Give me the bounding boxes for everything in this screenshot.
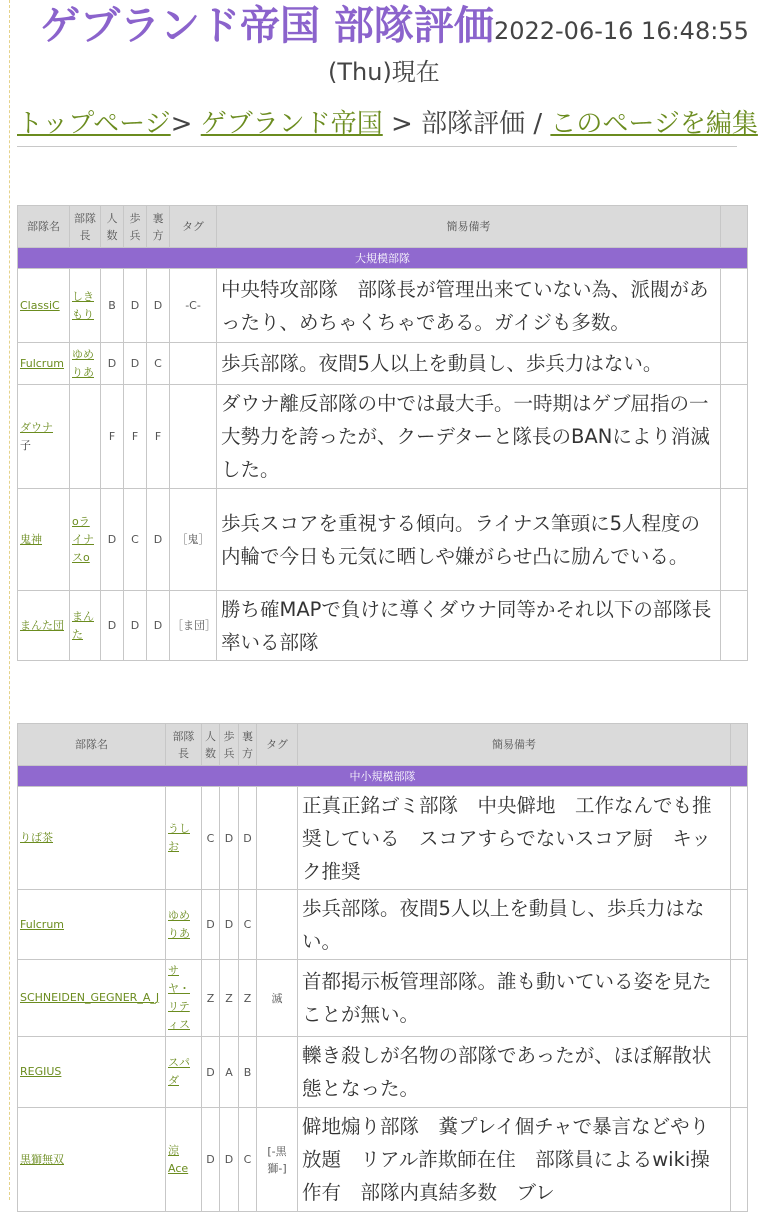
rating-support: Z xyxy=(239,960,257,1037)
unit-tag: 滅 xyxy=(257,960,298,1037)
col-header-people: 人数 xyxy=(202,724,220,766)
page-header xyxy=(40,0,749,51)
leader-empty xyxy=(70,385,101,489)
rating-support: D xyxy=(147,269,170,343)
unit-tag xyxy=(257,1037,298,1108)
unit-name-link[interactable]: ClassiC xyxy=(20,298,60,312)
page-title: ゲブランド帝国 部隊評価 xyxy=(40,3,494,49)
unit-tag: -C- xyxy=(170,269,217,343)
unit-note: 僻地煽り部隊 糞プレイ個チャで暴言などやり放題 リアル詐欺師在住 部隊員によるwiki操作有 部隊内真結多数 ブレ xyxy=(298,1108,731,1212)
col-header-infantry: 歩兵 xyxy=(124,206,147,248)
rating-support: D xyxy=(239,787,257,890)
rating-infantry: D xyxy=(220,1108,239,1212)
rating-infantry: Z xyxy=(220,960,239,1037)
breadcrumb-separator: / xyxy=(533,109,543,139)
col-header-tag: タグ xyxy=(170,206,217,248)
table-row xyxy=(18,343,748,385)
breadcrumb-empire-link[interactable]: ゲブランド帝国 xyxy=(200,109,383,139)
rating-people: D xyxy=(101,591,124,661)
unit-tag xyxy=(257,787,298,890)
col-header-cut xyxy=(721,206,748,248)
unit-note: 中央特攻部隊 部隊長が管理出来ていない為、派閥があったり、めちゃくちゃである。ガイジも多数。 xyxy=(217,269,721,343)
breadcrumb-current: 部隊評価 xyxy=(421,109,526,139)
rating-people: D xyxy=(101,343,124,385)
unit-name-link[interactable]: Fulcrum xyxy=(20,917,65,931)
unit-note: 歩兵部隊。夜間5人以上を動員し、歩兵力はない。 xyxy=(217,343,721,385)
col-header-leader: 部隊長 xyxy=(166,724,202,766)
rating-infantry: F xyxy=(124,385,147,489)
leader-link[interactable]: スパダ xyxy=(168,1056,190,1087)
unit-note: 正真正銘ゴミ部隊 中央僻地 工作なんでも推奨している スコアすらでないスコア厨 キック推奨 xyxy=(298,787,731,890)
col-header-leader: 部隊長 xyxy=(70,206,101,248)
table-row xyxy=(18,489,748,591)
breadcrumb-top-link[interactable]: トップページ xyxy=(17,109,171,139)
rating-people: F xyxy=(101,385,124,489)
unit-note: 轢き殺しが名物の部隊であったが、ほぼ解散状態となった。 xyxy=(298,1037,731,1108)
rating-infantry: D xyxy=(124,269,147,343)
rating-people: D xyxy=(202,890,220,960)
col-header-note: 簡易備考 xyxy=(217,206,721,248)
large-units-table xyxy=(17,205,748,661)
table-row xyxy=(18,1108,748,1212)
unit-name-link[interactable]: ダウナ xyxy=(20,420,53,434)
unit-name-link[interactable]: SCHNEIDEN_GEGNER_A_J xyxy=(20,991,160,1004)
col-header-name: 部隊名 xyxy=(18,724,166,766)
unit-name-link[interactable]: REGIUS xyxy=(20,1065,62,1078)
timestamp-suffix: (Thu)現在 xyxy=(328,58,440,86)
leader-link[interactable]: しきもり xyxy=(72,289,94,321)
unit-name-link[interactable]: まんた団 xyxy=(20,618,64,632)
col-header-people: 人数 xyxy=(101,206,124,248)
rating-people: D xyxy=(202,1037,220,1108)
unit-tag: [-黒獅-] xyxy=(257,1108,298,1212)
rating-people: Z xyxy=(202,960,220,1037)
header-divider xyxy=(17,146,737,147)
rating-people: C xyxy=(202,787,220,890)
unit-name-link[interactable]: 黒獅無双 xyxy=(20,1152,64,1166)
rating-infantry: D xyxy=(220,787,239,890)
table-row xyxy=(18,385,748,489)
col-header-cut xyxy=(731,724,748,766)
table-row xyxy=(18,591,748,661)
breadcrumb-separator: > xyxy=(391,109,413,139)
col-header-support: 裏方 xyxy=(147,206,170,248)
rating-support: D xyxy=(147,591,170,661)
table-row xyxy=(18,960,748,1037)
unit-note: 歩兵スコアを重視する傾向。ライナス筆頭に5人程度の内輪で今日も元気に晒しや嫌がらせ凸に励んでいる。 xyxy=(217,489,721,591)
rating-people: D xyxy=(202,1108,220,1212)
unit-name-suffix: 子 xyxy=(20,438,31,452)
leader-link[interactable]: ゆめりあ xyxy=(72,347,94,379)
unit-name-link[interactable]: Fulcrum xyxy=(20,356,65,370)
leader-link[interactable]: サヤ・リティス xyxy=(168,964,190,1031)
unit-tag xyxy=(257,890,298,960)
mid-units-table xyxy=(17,723,748,1212)
rating-people: D xyxy=(101,489,124,591)
timestamp: 2022-06-16 16:48:55 xyxy=(493,17,749,45)
rating-infantry: D xyxy=(220,890,239,960)
breadcrumb-separator: > xyxy=(170,109,193,139)
table-row xyxy=(18,269,748,343)
table-row xyxy=(18,787,748,890)
unit-tag: ［鬼］ xyxy=(170,489,217,591)
rating-infantry: C xyxy=(124,489,147,591)
rating-support: C xyxy=(147,343,170,385)
rating-support: C xyxy=(239,1108,257,1212)
col-header-tag: タグ xyxy=(257,724,298,766)
leader-link[interactable]: うしお xyxy=(168,822,190,853)
rating-support: D xyxy=(147,489,170,591)
unit-tag: ［ま団］ xyxy=(170,591,217,661)
col-header-infantry: 歩兵 xyxy=(220,724,239,766)
unit-tag xyxy=(170,385,217,489)
rating-support: F xyxy=(147,385,170,489)
unit-note: 首都掲示板管理部隊。誰も動いている姿を見たことが無い。 xyxy=(298,960,731,1037)
page-margin-rule xyxy=(9,0,10,1200)
leader-link[interactable]: まんた xyxy=(72,609,94,641)
leader-link[interactable]: ゆめりあ xyxy=(168,908,190,940)
rating-people: B xyxy=(101,269,124,343)
breadcrumb xyxy=(17,103,758,140)
rating-support: C xyxy=(239,890,257,960)
table-row xyxy=(18,1037,748,1108)
col-header-support: 裏方 xyxy=(239,724,257,766)
section-label-mid: 中小規模部隊 xyxy=(18,766,748,787)
leader-link[interactable]: oライナスo xyxy=(72,514,94,564)
rating-infantry: A xyxy=(220,1037,239,1108)
rating-support: B xyxy=(239,1037,257,1108)
unit-name-link[interactable]: 鬼神 xyxy=(20,532,42,546)
unit-name-link[interactable]: りぱ茶 xyxy=(20,831,53,844)
col-header-note: 簡易備考 xyxy=(298,724,731,766)
rating-infantry: D xyxy=(124,343,147,385)
leader-link[interactable]: 涼Ace xyxy=(168,1143,189,1175)
table-row xyxy=(18,890,748,960)
rating-infantry: D xyxy=(124,591,147,661)
unit-note: ダウナ離反部隊の中では最大手。一時期はゲブ屈指の一大勢力を誇ったが、クーデターと隊長のBANにより消滅した。 xyxy=(217,385,721,489)
unit-note: 勝ち確MAPで負けに導くダウナ同等かそれ以下の部隊長率いる部隊 xyxy=(217,591,721,661)
edit-page-link[interactable]: このページを編集 xyxy=(550,109,758,139)
col-header-name: 部隊名 xyxy=(18,206,70,248)
unit-note: 歩兵部隊。夜間5人以上を動員し、歩兵力はない。 xyxy=(298,890,731,960)
unit-tag xyxy=(170,343,217,385)
section-label-large: 大規模部隊 xyxy=(18,248,748,269)
